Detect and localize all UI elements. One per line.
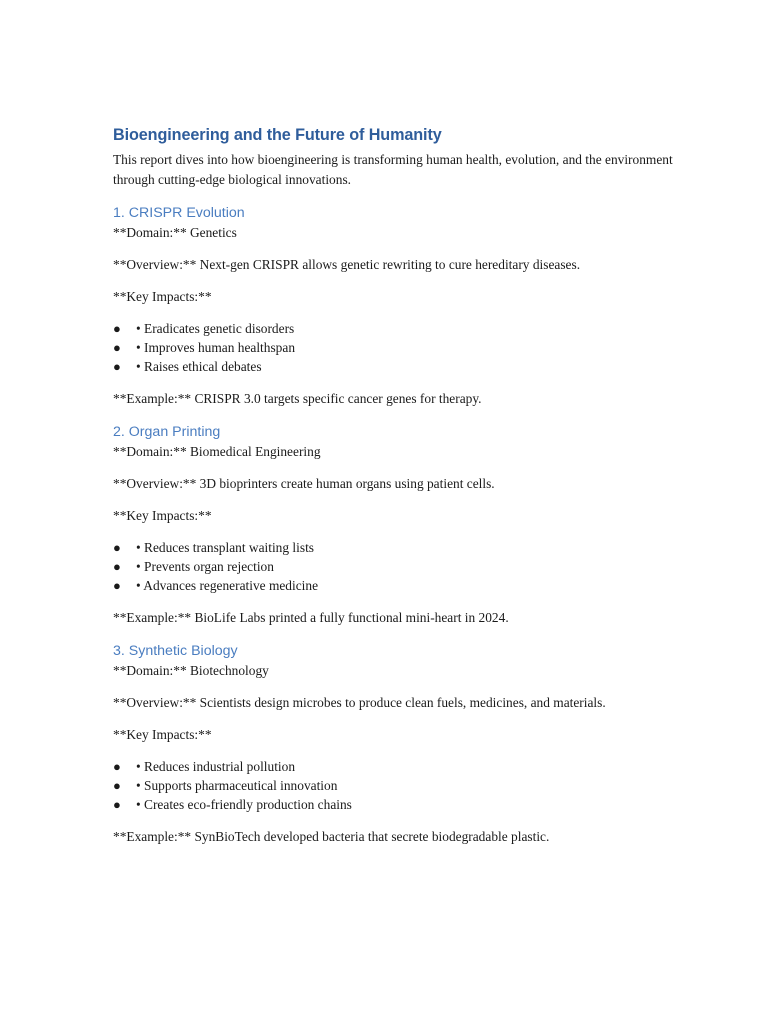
section-heading: 1. CRISPR Evolution	[113, 205, 245, 221]
section-overview: **Overview:** Scientists design microbes to produce clean fuels, medicines, and materials.	[113, 695, 606, 710]
list-item	[113, 357, 673, 376]
section-example: **Example:** CRISPR 3.0 targets specific cancer genes for therapy.	[113, 391, 482, 406]
list-item-text: • Reduces industrial pollution	[136, 759, 296, 774]
document-intro: This report dives into how bioengineering is transforming human health, evolution, and the environment through cutting-edge biological innovations.	[113, 152, 673, 187]
bullet-icon: ●	[113, 578, 121, 593]
list-item	[113, 319, 673, 338]
bullet-icon: ●	[113, 759, 121, 774]
impacts-list	[113, 538, 673, 595]
section-heading: 3. Synthetic Biology	[113, 643, 238, 659]
bullet-icon: ●	[113, 340, 121, 355]
section-organ-printing	[113, 422, 673, 628]
section-domain: **Domain:** Genetics	[113, 225, 237, 240]
list-item	[113, 795, 673, 814]
bullet-icon: ●	[113, 321, 121, 336]
section-heading: 2. Organ Printing	[113, 424, 221, 440]
list-item-text: • Eradicates genetic disorders	[136, 321, 295, 336]
list-item-text: • Raises ethical debates	[136, 359, 262, 374]
impacts-list	[113, 319, 673, 376]
section-crispr-evolution	[113, 203, 673, 409]
section-domain: **Domain:** Biotechnology	[113, 663, 269, 678]
list-item-text: • Creates eco-friendly production chains	[136, 797, 352, 812]
section-overview: **Overview:** 3D bioprinters create human organs using patient cells.	[113, 476, 495, 491]
document-page	[113, 124, 673, 847]
section-impacts-label: **Key Impacts:**	[113, 508, 212, 523]
bullet-icon: ●	[113, 797, 121, 812]
bullet-icon: ●	[113, 540, 121, 555]
section-example: **Example:** BioLife Labs printed a fully functional mini-heart in 2024.	[113, 610, 509, 625]
bullet-icon: ●	[113, 778, 121, 793]
section-overview: **Overview:** Next-gen CRISPR allows genetic rewriting to cure hereditary diseases.	[113, 257, 581, 272]
list-item	[113, 538, 673, 557]
section-synthetic-biology	[113, 641, 673, 847]
bullet-icon: ●	[113, 559, 121, 574]
list-item-text: • Improves human healthspan	[136, 340, 296, 355]
list-item-text: • Supports pharmaceutical innovation	[136, 778, 338, 793]
list-item	[113, 557, 673, 576]
section-impacts-label: **Key Impacts:**	[113, 727, 212, 742]
list-item-text: • Prevents organ rejection	[136, 559, 274, 574]
list-item	[113, 776, 673, 795]
document-title: Bioengineering and the Future of Humanity	[113, 126, 442, 144]
section-impacts-label: **Key Impacts:**	[113, 289, 212, 304]
list-item-text: • Advances regenerative medicine	[136, 578, 319, 593]
list-item	[113, 757, 673, 776]
section-domain: **Domain:** Biomedical Engineering	[113, 444, 321, 459]
list-item-text: • Reduces transplant waiting lists	[136, 540, 314, 555]
impacts-list	[113, 757, 673, 814]
list-item	[113, 338, 673, 357]
list-item	[113, 576, 673, 595]
section-example: **Example:** SynBioTech developed bacteria that secrete biodegradable plastic.	[113, 829, 550, 844]
bullet-icon: ●	[113, 359, 121, 374]
